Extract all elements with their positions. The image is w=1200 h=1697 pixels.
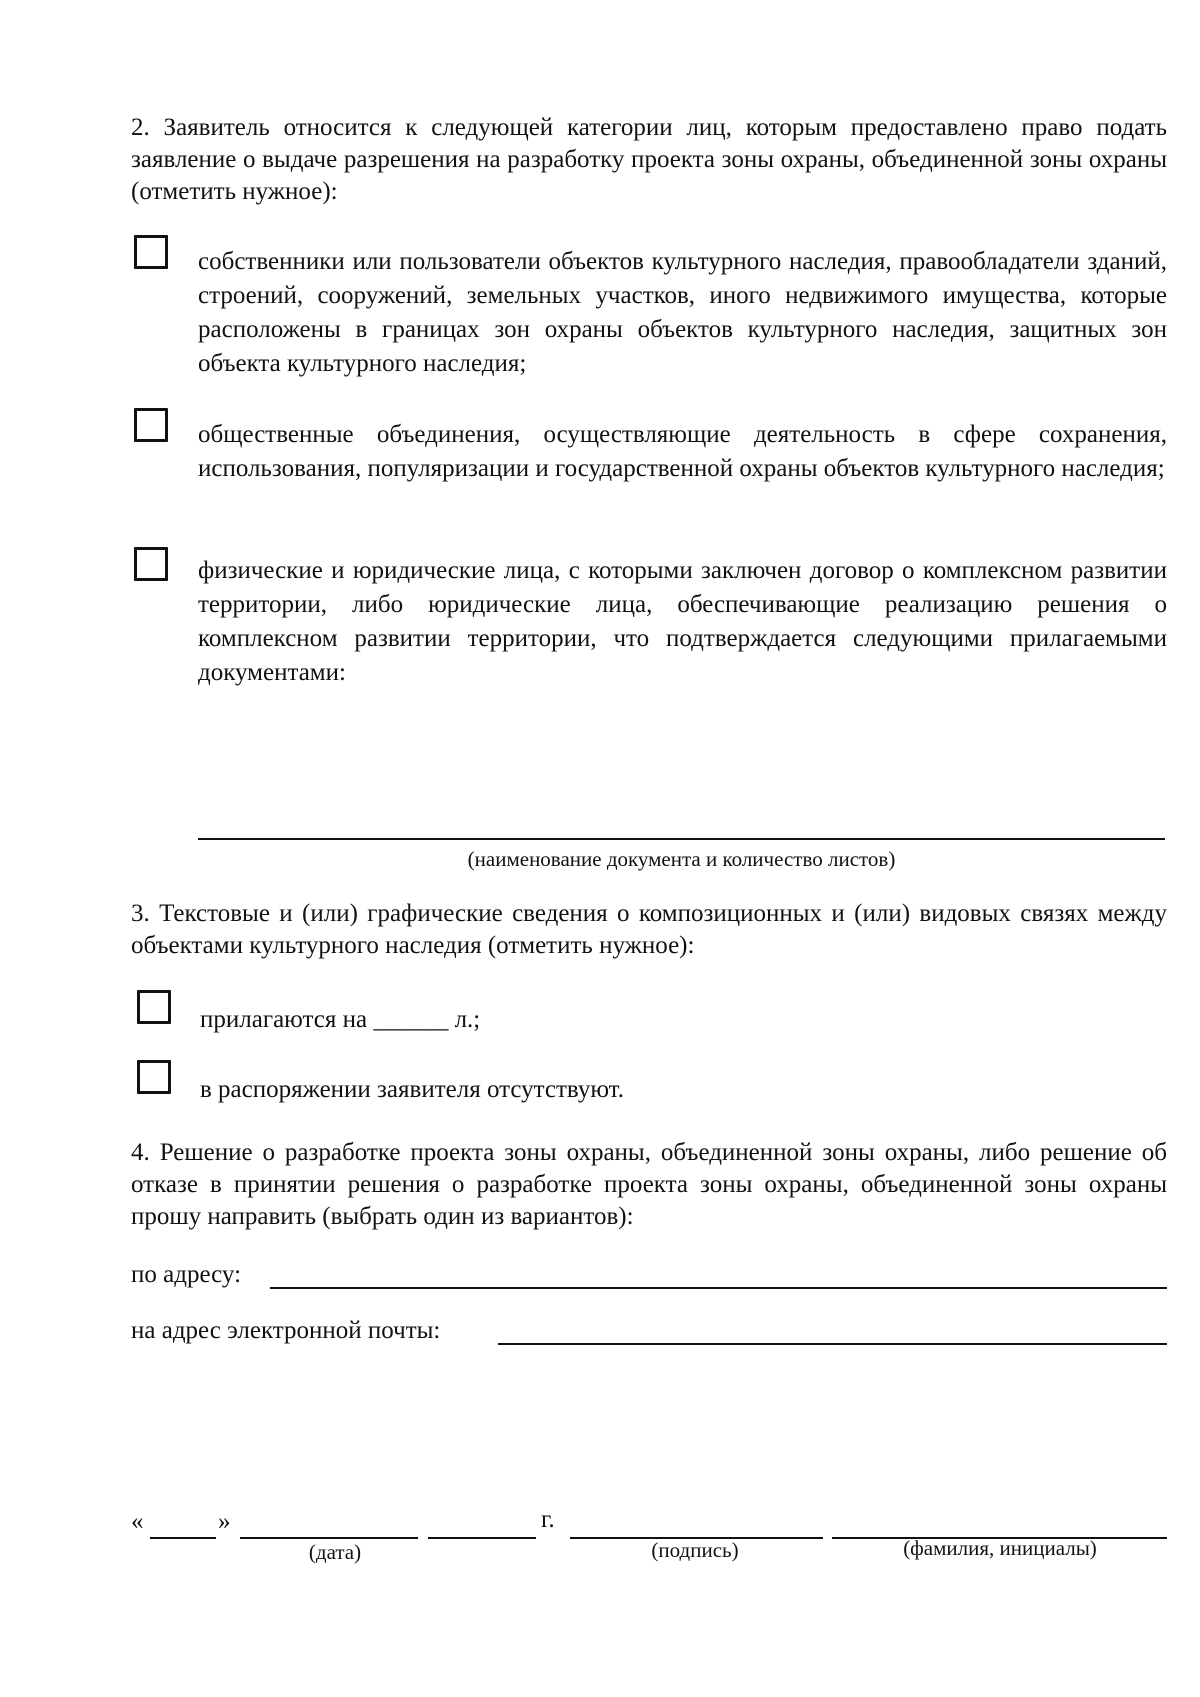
email-input-line[interactable] [498, 1315, 1167, 1345]
address-input-line[interactable] [270, 1259, 1167, 1289]
attached-prefix: прилагаются на [200, 1006, 368, 1033]
option-development-parties-text: физические и юридические лица, с которыми заключен договор о комплексном развитии территории, либо юридические лица, обеспечивающие реализацию решения о комплексном развитии территории, что подтверждается следующими прилагаемыми документами: [198, 557, 1167, 686]
checkbox-development-parties[interactable] [134, 547, 168, 581]
checkbox-public-associations[interactable] [134, 408, 168, 442]
section-3-intro: 3. Текстовые и (или) графические сведения о композиционных и (или) видовых связях между объектами культурного наследия (отметить нужное): [131, 900, 1167, 959]
year-suffix: г. [541, 1506, 555, 1533]
year-input-line[interactable] [428, 1509, 536, 1539]
signature-input-line[interactable] [570, 1509, 823, 1539]
email-label: на адрес электронной почты: [131, 1317, 441, 1344]
documents-caption: (наименование документа и количество листов) [467, 847, 896, 871]
signature-caption: (подпись) [651, 1538, 739, 1562]
option-attached-text [200, 1005, 480, 1035]
option-absent-text: в распоряжении заявителя отсутствуют. [200, 1076, 624, 1103]
documents-input-line[interactable] [198, 810, 1165, 840]
month-input-line[interactable] [240, 1509, 418, 1539]
checkbox-attached[interactable] [137, 990, 171, 1024]
attached-suffix: л.; [454, 1006, 481, 1033]
date-quote-open: « [131, 1508, 144, 1535]
sheet-count-blank[interactable]: ______ [373, 1006, 449, 1033]
section-2-intro: 2. Заявитель относится к следующей категории лиц, которым предоставлено право подать заявление о выдаче разрешения на разработку проекта зоны охраны, объединенной зоны охраны (отметить нужное): [131, 114, 1167, 205]
name-caption: (фамилия, инициалы) [903, 1536, 1097, 1560]
day-input-line[interactable] [150, 1509, 216, 1539]
section-4-intro: 4. Решение о разработке проекта зоны охраны, объединенной зоны охраны, либо решение об отказе в принятии решения о разработке проекта зоны охраны, объединенной зоны охраны прошу направить (выбрать один из вариантов): [131, 1139, 1167, 1230]
option-owners-text: собственники или пользователи объектов культурного наследия, правообладатели зданий, строений, сооружений, земельных участков, иного недвижимого имущества, которые расположены в границах зон охраны объектов культурного наследия, защитных зон объекта культурного наследия; [198, 248, 1167, 377]
option-public-associations-text: общественные объединения, осуществляющие деятельность в сфере сохранения, использования, популяризации и государственной охраны объектов культурного наследия; [198, 421, 1167, 482]
full-name-input-line[interactable] [832, 1509, 1167, 1539]
date-caption: (дата) [308, 1540, 362, 1564]
checkbox-absent[interactable] [137, 1060, 171, 1094]
checkbox-owners[interactable] [134, 235, 168, 269]
date-quote-close: » [218, 1508, 231, 1535]
address-label: по адресу: [131, 1261, 242, 1288]
